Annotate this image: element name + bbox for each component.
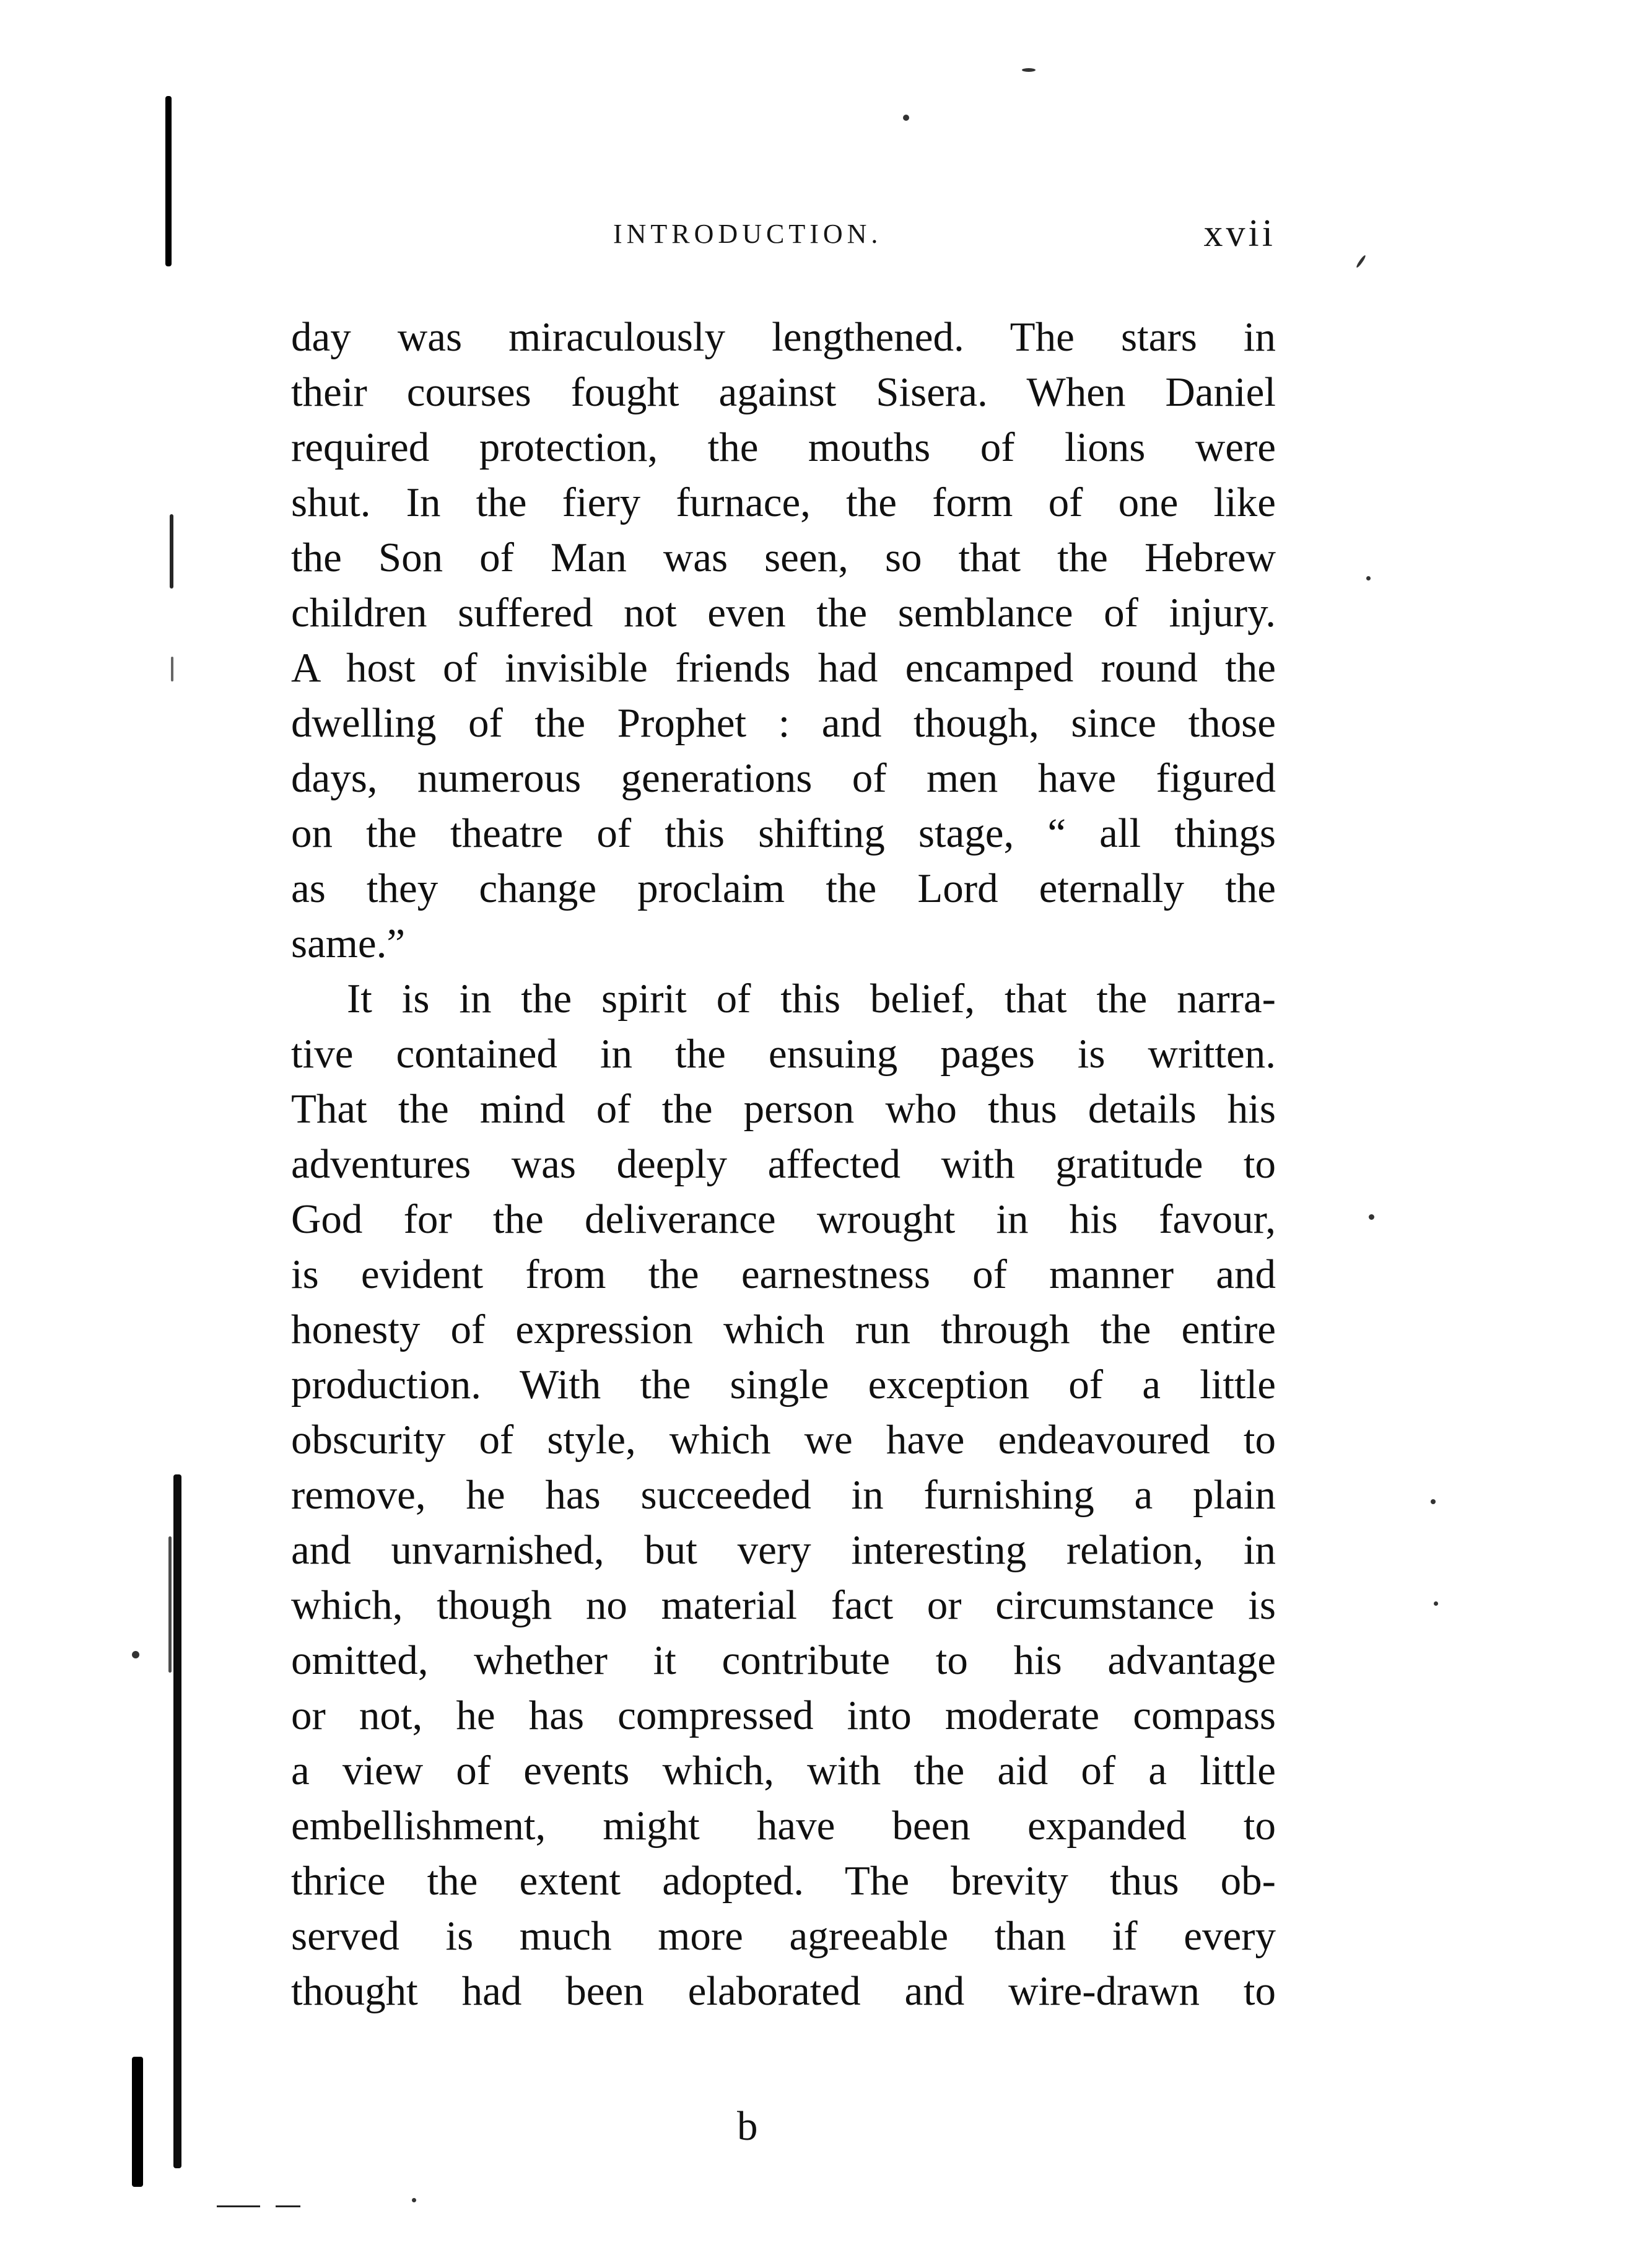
text-line: omitted, whether it contribute to his advantage — [291, 1637, 1276, 1683]
text-line: is evident from the earnestness of manner and — [291, 1251, 1276, 1297]
text-line: production. With the single exception of a little — [291, 1362, 1276, 1408]
text-line: honesty of expression which run through the entire — [291, 1307, 1276, 1352]
scan-speck — [412, 2198, 416, 2202]
text-line: required protection, the mouths of lions were — [291, 424, 1276, 470]
text-line: remove, he has succeeded in furnishing a plain — [291, 1472, 1276, 1518]
scan-speck — [1431, 1499, 1436, 1504]
scan-edge-mark — [132, 2057, 143, 2187]
text-line: That the mind of the person who thus details his — [291, 1086, 1276, 1132]
running-head — [291, 214, 1276, 266]
page-number: xvii — [1203, 212, 1276, 255]
scan-edge-mark — [171, 657, 173, 681]
running-title: INTRODUCTION. — [613, 219, 883, 249]
text-line: same.” — [291, 921, 406, 966]
text-line: thought had been elaborated and wire-drawn to — [291, 1968, 1276, 2014]
text-line: children suffered not even the semblance of injury. — [291, 590, 1276, 636]
scan-edge-mark — [165, 96, 172, 266]
text-line: on the theatre of this shifting stage, “ all things — [291, 810, 1276, 856]
scan-speck — [276, 2205, 300, 2207]
body-text — [291, 310, 1276, 2019]
text-line: days, numerous generations of men have figured — [291, 755, 1276, 801]
text-line: which, though no material fact or circumstance is — [291, 1582, 1276, 1628]
text-line: the Son of Man was seen, so that the Hebrew — [291, 535, 1276, 580]
scan-speck — [903, 115, 909, 121]
scan-edge-mark — [168, 1536, 172, 1673]
scan-speck — [1022, 68, 1036, 72]
text-line: day was miraculously lengthened. The stars in — [291, 314, 1276, 360]
text-line: a view of events which, with the aid of a little — [291, 1748, 1276, 1793]
text-line: obscurity of style, which we have endeavoured to — [291, 1417, 1276, 1463]
signature-mark: b — [737, 2103, 758, 2149]
text-line: their courses fought against Sisera. When Daniel — [291, 369, 1276, 415]
text-line: thrice the extent adopted. The brevity thus ob- — [291, 1858, 1276, 1904]
scan-edge-mark — [173, 1474, 181, 2168]
text-line: or not, he has compressed into moderate compass — [291, 1692, 1276, 1738]
text-line: It is in the spirit of this belief, that the narra- — [347, 976, 1276, 1022]
text-line: A host of invisible friends had encamped round the — [291, 645, 1276, 691]
text-line: served is much more agreeable than if every — [291, 1913, 1276, 1959]
scan-edge-mark — [170, 514, 173, 589]
scan-speck — [1369, 1214, 1374, 1220]
scan-speck — [132, 1651, 139, 1658]
text-line: and unvarnished, but very interesting relation, in — [291, 1527, 1276, 1573]
scan-speck — [217, 2205, 260, 2207]
scan-speck — [1366, 576, 1371, 580]
text-line: shut. In the fiery furnace, the form of one like — [291, 479, 1276, 525]
text-line: embellishment, might have been expanded to — [291, 1803, 1276, 1849]
text-line: dwelling of the Prophet : and though, since those — [291, 700, 1276, 746]
text-line: God for the deliverance wrought in his favour, — [291, 1196, 1276, 1242]
scan-speck — [1434, 1601, 1438, 1606]
scan-speck — [1356, 255, 1367, 269]
text-line: tive contained in the ensuing pages is written. — [291, 1031, 1276, 1077]
text-line: as they change proclaim the Lord eternally the — [291, 865, 1276, 911]
text-line: adventures was deeply affected with gratitude to — [291, 1141, 1276, 1187]
